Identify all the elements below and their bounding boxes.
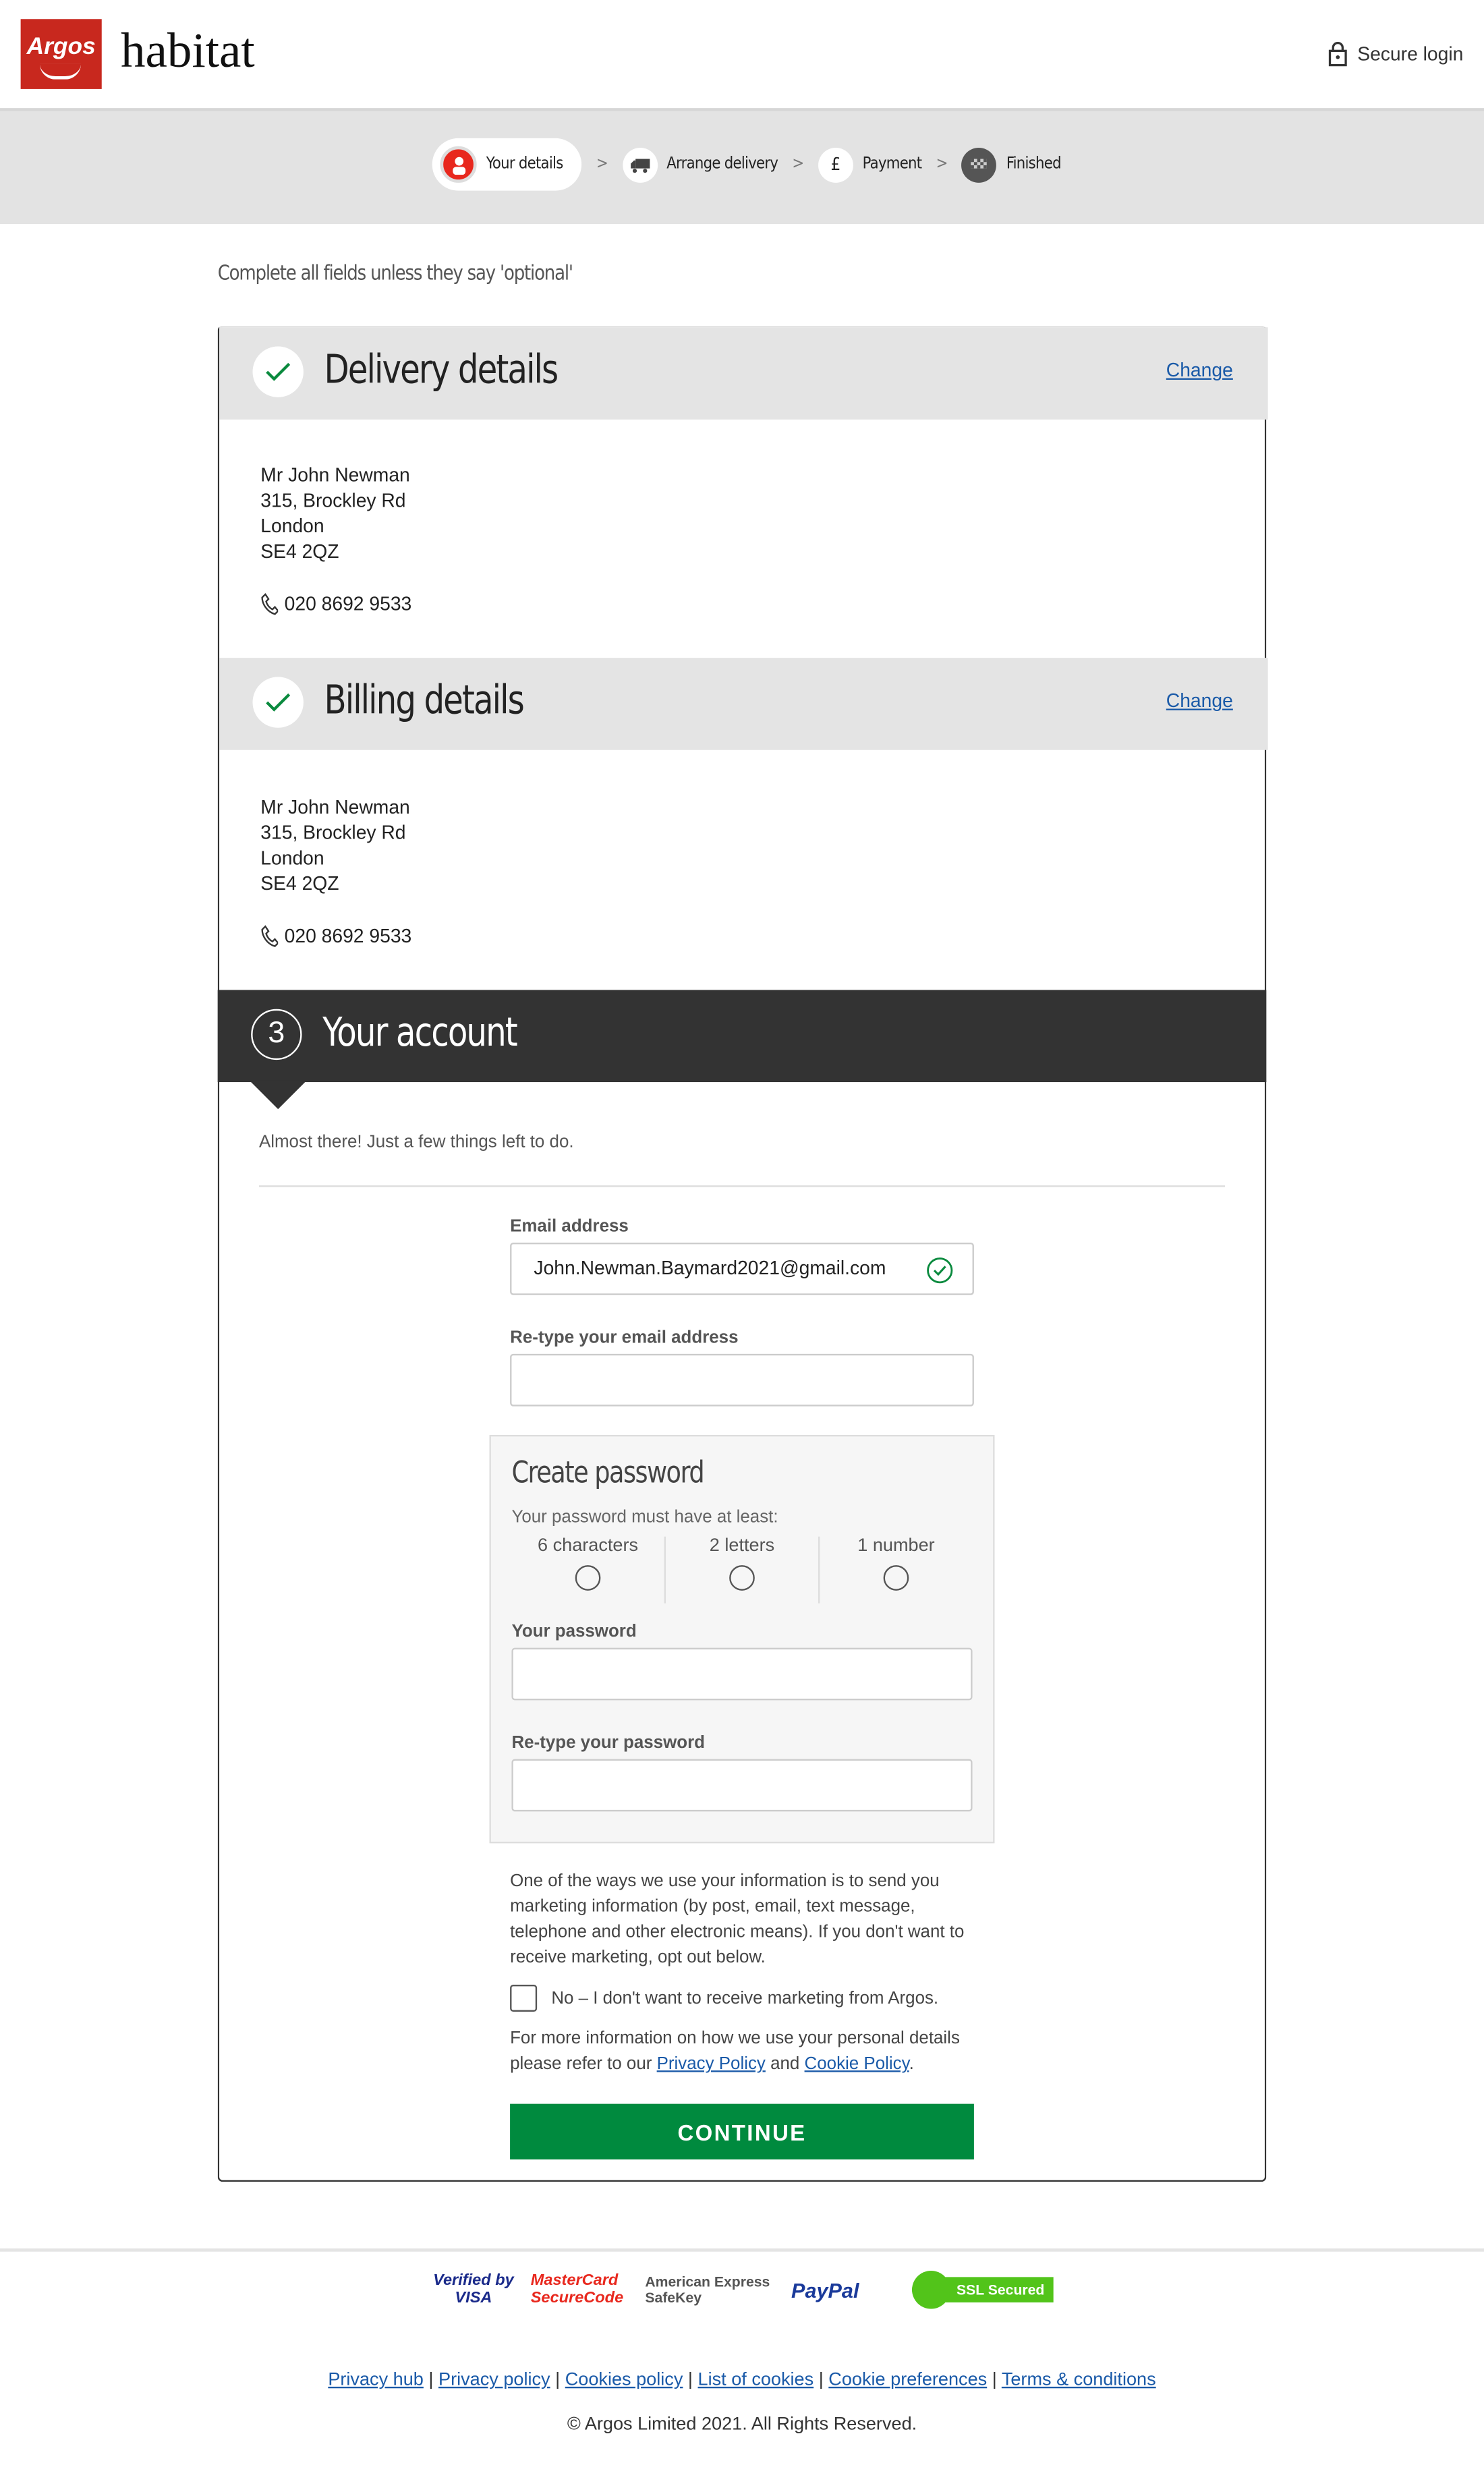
phone-icon — [260, 593, 278, 615]
account-subtitle: Almost there! Just a few things left to do. — [258, 1133, 574, 1152]
footer-links: Privacy hub | Privacy policy | Cookies policy | List of cookies | Cookie preferences | Terms & conditions — [328, 2371, 1156, 2390]
user-icon — [440, 146, 476, 183]
habitat-logo[interactable]: habitat — [121, 22, 255, 78]
password-title: Create password — [511, 1455, 704, 1491]
cookie-policy-link[interactable]: Cookie Policy — [804, 2054, 909, 2074]
delivery-address: Mr John Newman 315, Brockley Rd London SE4 2QZ — [260, 463, 410, 563]
create-password-panel — [489, 1435, 994, 1843]
divider — [259, 1185, 1225, 1187]
continue-button[interactable]: CONTINUE — [510, 2104, 974, 2159]
rule-status-icon — [729, 1565, 755, 1591]
retype-password-field[interactable] — [511, 1759, 972, 1811]
retype-email-field[interactable] — [510, 1354, 974, 1407]
footer-link-cookie-preferences[interactable]: Cookie preferences — [828, 2371, 988, 2390]
password-hint: Your password must have at least: — [511, 1508, 778, 1527]
email-field[interactable]: John.Newman.Baymard2021@gmail.com — [510, 1243, 974, 1295]
step-finished: Finished — [962, 138, 1061, 191]
footer-link-terms[interactable]: Terms & conditions — [1001, 2371, 1156, 2390]
argos-logo[interactable]: Argos — [21, 19, 102, 89]
footer-link-cookies-policy[interactable]: Cookies policy — [565, 2371, 683, 2390]
email-label: Email address — [510, 1217, 629, 1237]
form-instructions: Complete all fields unless they say 'optional' — [217, 262, 573, 286]
billing-details-header — [219, 658, 1268, 750]
password-label: Your password — [511, 1622, 637, 1642]
marketing-optout: No – I don't want to receive marketing from Argos. — [510, 1985, 938, 2012]
valid-check-icon — [926, 1257, 953, 1284]
rule-number: 1 number — [820, 1537, 972, 1604]
step-number: 3 — [251, 1009, 302, 1060]
optout-checkbox[interactable] — [510, 1985, 537, 2012]
pointer-arrow — [250, 1081, 307, 1109]
retype-password-label: Re-type your password — [511, 1733, 705, 1753]
site-header — [0, 0, 1484, 111]
section-title: Your account — [322, 1009, 517, 1056]
section-title: Billing details — [324, 677, 523, 723]
mastercard-securecode-badge: MasterCard SecureCode — [530, 2272, 624, 2308]
footer-link-privacy-policy[interactable]: Privacy policy — [438, 2371, 550, 2390]
rule-status-icon — [575, 1565, 601, 1591]
ssl-secured-badge: SSL Secured — [912, 2277, 1054, 2302]
password-field[interactable] — [511, 1648, 972, 1701]
copyright: © Argos Limited 2021. All Rights Reserved. — [567, 2415, 917, 2435]
payment-badges — [432, 2272, 1054, 2307]
delivery-phone: 020 8692 9533 — [260, 593, 411, 615]
checkout-steps: Your details > Arrange delivery > £ Payment > Finished — [432, 138, 1061, 191]
amex-safekey-badge: American Express SafeKey — [645, 2273, 770, 2306]
verified-by-visa-badge: Verified by VISA — [433, 2272, 514, 2308]
phone-icon — [260, 925, 278, 947]
step-your-details: Your details — [432, 138, 582, 191]
your-account-header — [218, 990, 1267, 1082]
change-billing-link[interactable]: Change — [1166, 689, 1233, 712]
rule-status-icon — [884, 1565, 909, 1591]
secure-login: Secure login — [1329, 41, 1464, 67]
delivery-details-header — [219, 327, 1268, 420]
privacy-text: For more information on how we use your personal details please refer to our Privacy Policy and Cookie Policy. — [510, 2029, 960, 2074]
section-title: Delivery details — [324, 346, 558, 393]
step-arrange-delivery: Arrange delivery — [622, 138, 778, 191]
check-icon — [253, 677, 304, 727]
footer-divider — [0, 2248, 1484, 2252]
password-rules — [511, 1537, 972, 1604]
rule-characters: 6 characters — [511, 1537, 665, 1604]
flag-icon — [962, 147, 997, 182]
paypal-badge: PayPal — [791, 2277, 859, 2302]
truck-icon — [622, 147, 657, 182]
pound-icon: £ — [818, 147, 853, 182]
lock-icon — [912, 2271, 950, 2309]
privacy-policy-link[interactable]: Privacy Policy — [656, 2054, 766, 2074]
change-delivery-link[interactable]: Change — [1166, 359, 1233, 382]
footer-link-privacy-hub[interactable]: Privacy hub — [328, 2371, 424, 2390]
lock-icon — [1329, 41, 1348, 67]
retype-email-label: Re-type your email address — [510, 1328, 739, 1348]
step-payment: £ Payment — [818, 138, 922, 191]
marketing-text: One of the ways we use your information is to send you marketing information (by post, email, text message, telephone and other electronic means). If you don't want to receive marketing, opt out below. — [510, 1871, 965, 1968]
check-icon — [253, 346, 304, 397]
billing-address: Mr John Newman 315, Brockley Rd London SE4 2QZ — [260, 796, 410, 895]
rule-letters: 2 letters — [666, 1537, 820, 1604]
billing-phone: 020 8692 9533 — [260, 925, 411, 947]
footer-link-list-of-cookies[interactable]: List of cookies — [697, 2371, 814, 2390]
